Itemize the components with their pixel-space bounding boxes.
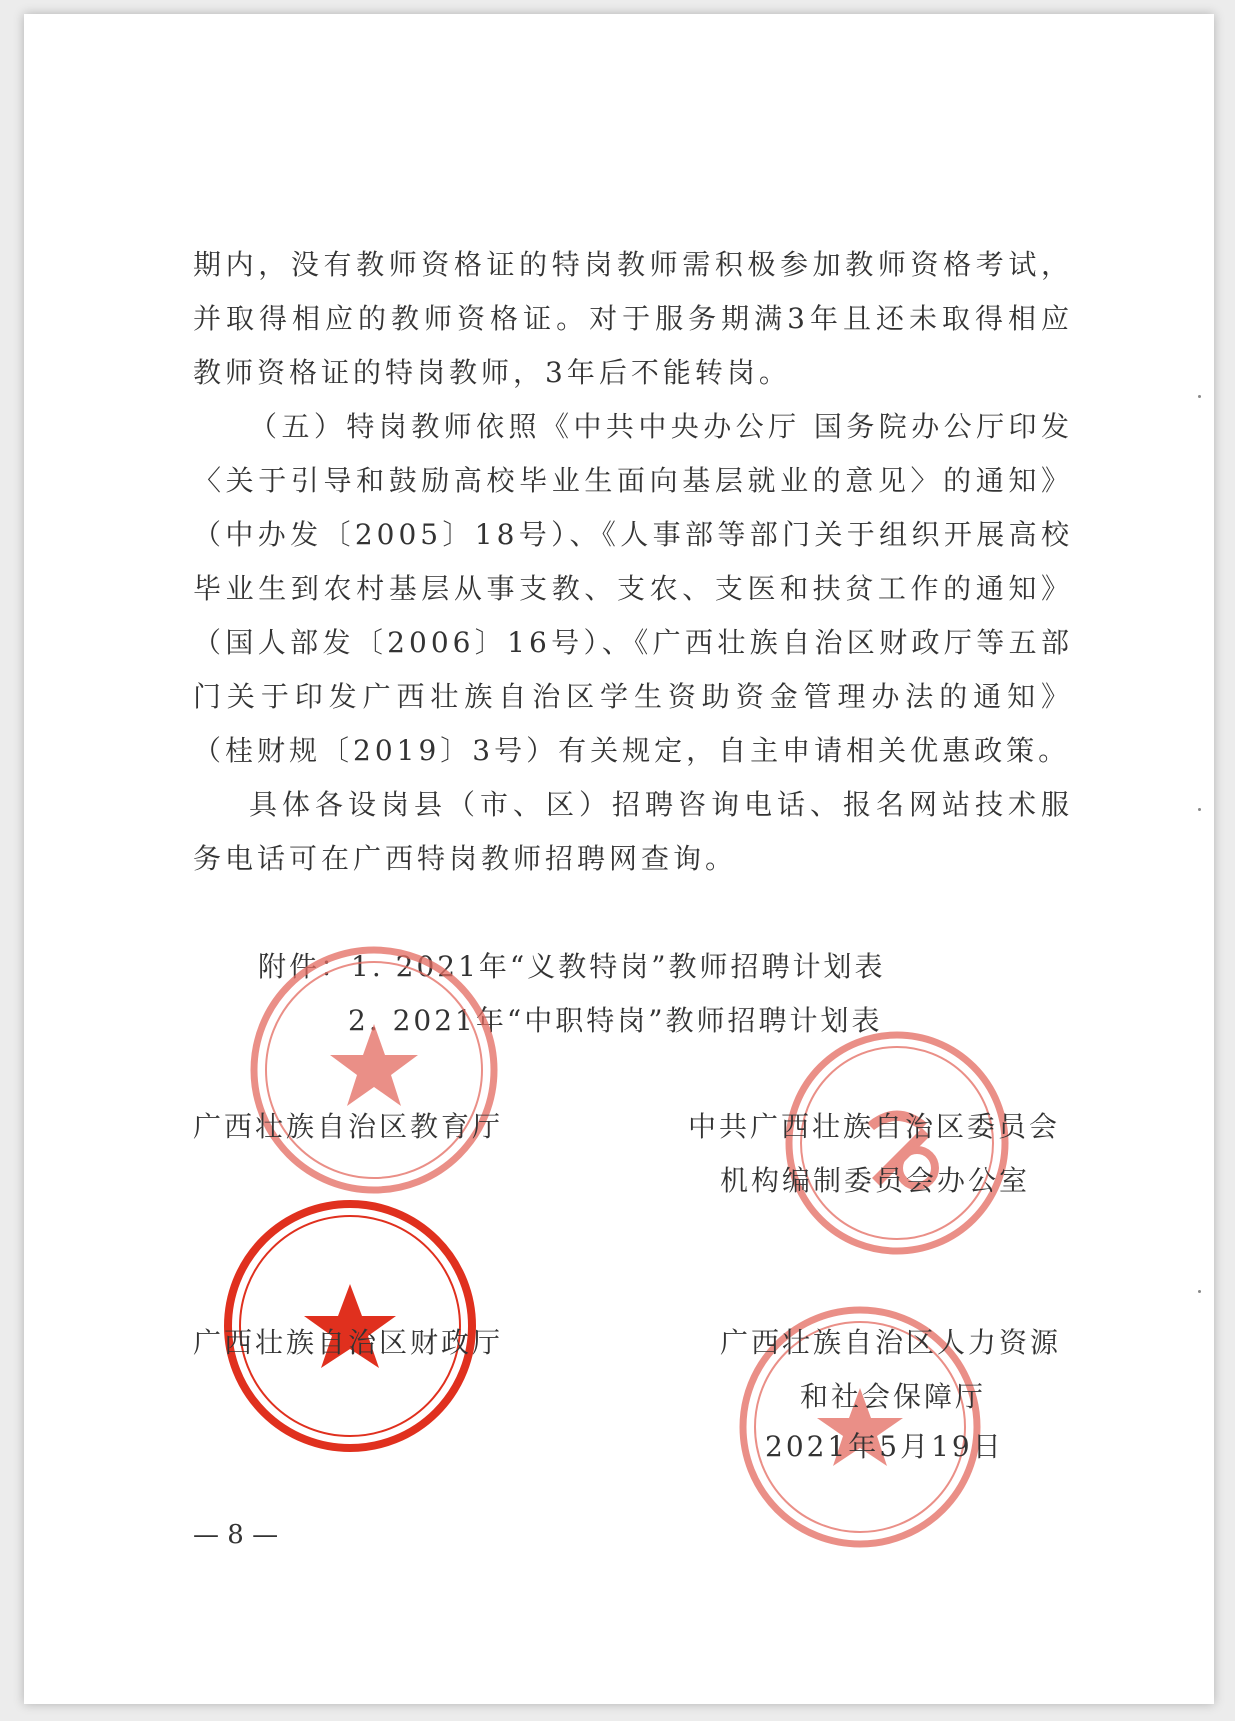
education-seal [246,942,502,1202]
attachment-item-2: 2. 2021年“中职特岗”教师招聘计划表 [348,1004,883,1037]
org-hr-line2: 和社会保障厅 [800,1380,987,1413]
attachments-label: 附件： [258,950,352,983]
attachment-item-1: 1. 2021年“义教特岗”教师招聘计划表 [351,950,886,983]
paragraph-3: 具体各设岗县（市、区）招聘咨询电话、报名网站技术服务电话可在广西特岗教师招聘网查询。 [193,788,1073,875]
edge-mark [1198,808,1201,811]
org-committee-line2: 机构编制委员会办公室 [720,1164,1031,1197]
paragraph-1: 期内，没有教师资格证的特岗教师需积极参加教师资格考试，并取得相应的教师资格证。对于服务期满3年且还未取得相应教师资格证的特岗教师，3年后不能转岗。 [193,248,1073,389]
org-committee-line1: 中共广西壮族自治区委员会 [688,1110,1061,1143]
edge-mark [1198,1290,1201,1293]
page-number: — 8 — [193,1520,279,1550]
document-date: 2021年5月19日 [765,1430,1004,1463]
org-finance: 广西壮族自治区财政厅 [193,1326,504,1359]
edge-mark [1198,395,1201,398]
org-education: 广西壮族自治区教育厅 [193,1110,504,1143]
org-hr-line1: 广西壮族自治区人力资源 [720,1326,1062,1359]
document-body [193,238,1073,886]
paragraph-2: （五）特岗教师依照《中共中央办公厅 国务院办公厅印发〈关于引导和鼓励高校毕业生面向基层就业的意见〉的通知》（中办发〔2005〕18号）、《人事部等部门关于组织开展高校毕业生到农村基层从事支教、支农、支医和扶贫工作的通知》（国人部发〔2006〕16号）、《广西壮族自治区财政厅等五部门关于印发广西壮族自治区学生资助资金管理办法的通知》（桂财规〔2019〕3号）有关规定，自主申请相关优惠政策。 [193,410,1073,767]
